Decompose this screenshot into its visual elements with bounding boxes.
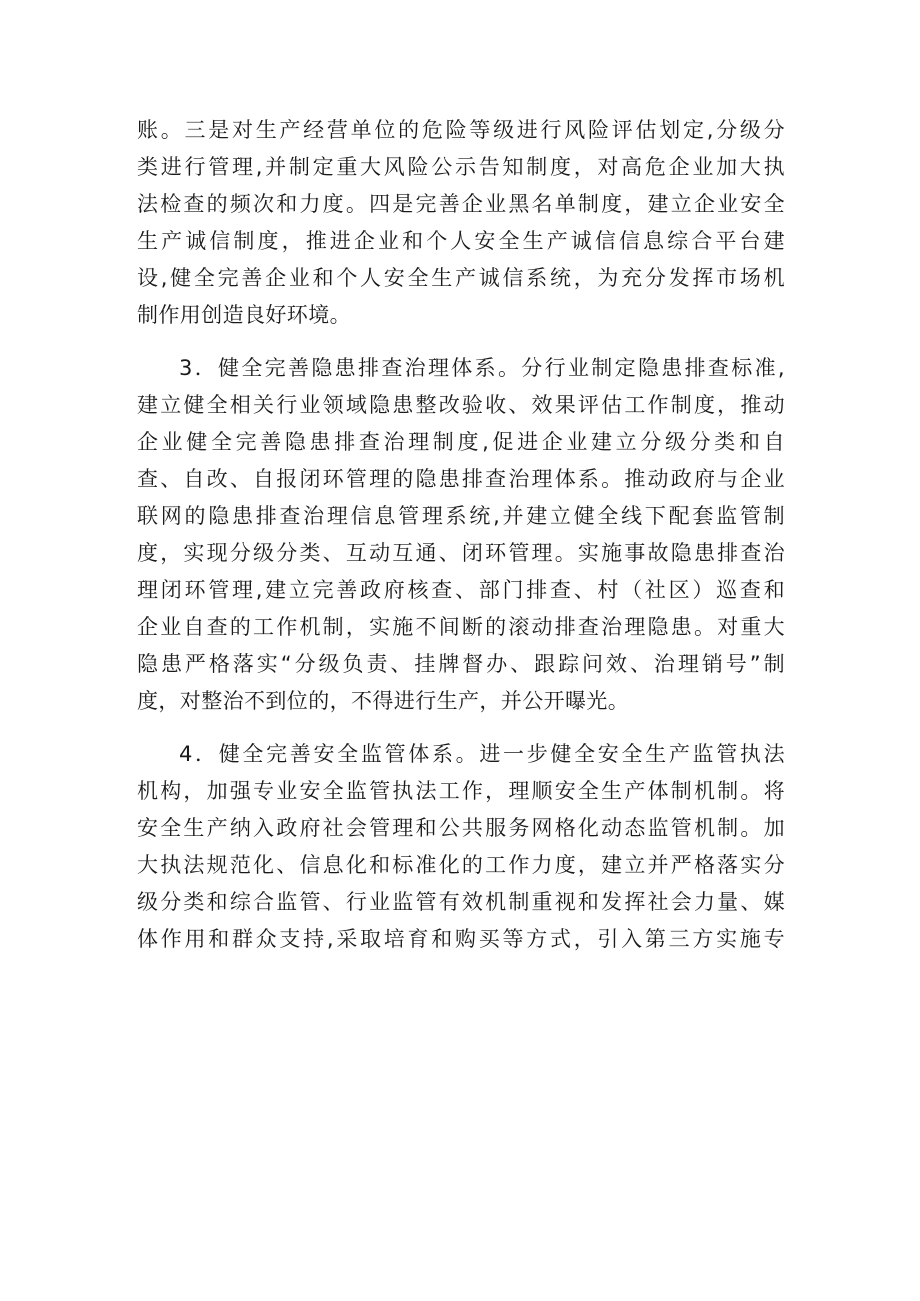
text-line: 查、自改、自报闭环管理的隐患排查治理体系。推动政府与企业 bbox=[137, 467, 785, 491]
text-line: 度，对整治不到位的，不得进行生产，并公开曝光。 bbox=[137, 689, 630, 713]
text-line: 隐患严格落实“分级负责、挂牌督办、跟踪问效、治理销号”制 bbox=[137, 652, 785, 676]
text-line: 度，实现分级分类、互动互通、闭环管理。实施事故隐患排查治 bbox=[137, 541, 785, 565]
text-line: 企业自查的工作机制，实施不间断的滚动排查治理隐患。对重大 bbox=[137, 615, 785, 639]
text-line: 制作用创造良好环境。 bbox=[137, 303, 351, 327]
text-line: 安全生产纳入政府社会管理和公共服务网格化动态监管机制。加 bbox=[137, 816, 785, 840]
text-line: 大执法规范化、信息化和标准化的工作力度，建立并严格落实分 bbox=[137, 853, 785, 877]
text-line: 级分类和综合监管、行业监管有效机制重视和发挥社会力量、媒 bbox=[137, 890, 785, 914]
paragraph-1 bbox=[137, 112, 785, 334]
paragraph-3 bbox=[137, 736, 785, 958]
body-text bbox=[137, 112, 785, 958]
text-line: 账。三是对生产经营单位的危险等级进行风险评估划定,分级分 bbox=[137, 118, 785, 142]
text-line: 法检查的频次和力度。四是完善企业黑名单制度，建立企业安全 bbox=[137, 192, 785, 216]
text-line: 体作用和群众支持,采取培育和购买等方式，引入第三方实施专 bbox=[137, 927, 785, 951]
paragraph-spacer bbox=[137, 720, 785, 736]
text-line: 3．健全完善隐患排查治理体系。分行业制定隐患排查标准, bbox=[179, 356, 785, 380]
text-line: 联网的隐患排查治理信息管理系统,并建立健全线下配套监管制 bbox=[137, 504, 785, 528]
text-line: 类进行管理,并制定重大风险公示告知制度，对高危企业加大执 bbox=[137, 155, 785, 179]
text-line: 生产诚信制度，推进企业和个人安全生产诚信信息综合平台建 bbox=[137, 229, 785, 253]
text-line: 理闭环管理,建立完善政府核查、部门排查、村（社区）巡查和 bbox=[137, 578, 785, 602]
paragraph-spacer bbox=[137, 334, 785, 350]
text-line: 建立健全相关行业领域隐患整改验收、效果评估工作制度，推动 bbox=[137, 393, 785, 417]
text-line: 企业健全完善隐患排查治理制度,促进企业建立分级分类和自 bbox=[137, 430, 785, 454]
text-line: 设,健全完善企业和个人安全生产诚信系统，为充分发挥市场机 bbox=[137, 266, 785, 290]
text-line: 4．健全完善安全监管体系。进一步健全安全生产监管执法 bbox=[179, 742, 785, 766]
paragraph-2 bbox=[137, 350, 785, 720]
text-line: 机构，加强专业安全监管执法工作，理顺安全生产体制机制。将 bbox=[137, 779, 785, 803]
